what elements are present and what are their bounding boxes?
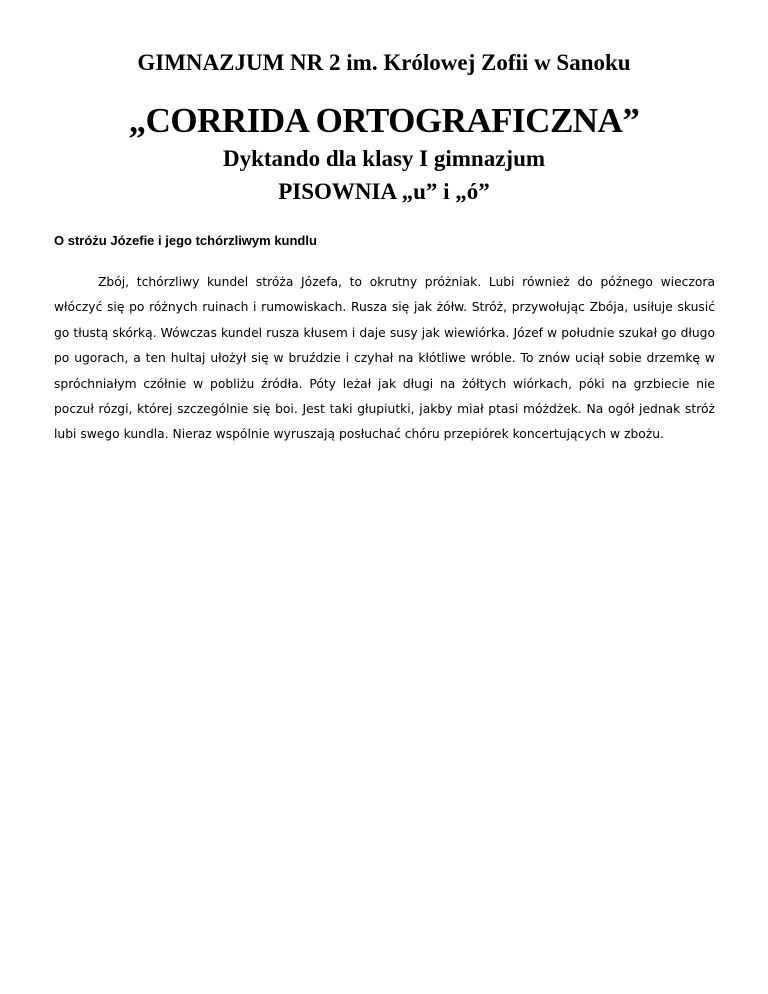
section-heading: O stróżu Józefie i jego tchórzliwym kundlu (54, 233, 317, 248)
page-title: „CORRIDA ORTOGRAFICZNA” (128, 101, 640, 140)
dictation-subtitle: Dyktando dla klasy I gimnazjum (222, 146, 546, 171)
school-name: GIMNAZJUM NR 2 im. Królowej Zofii w Sanoku (137, 50, 631, 75)
dictation-paragraph: Zbój, tchórzliwy kundel stróża Józefa, to okrutny próżniak. Lubi również do późnego wieczora włóczyć się po różnych ruinach i rumowiskach. Rusza się jak żółw. Stróż, przywołując Zbója, usiłuje skusić go tłustą skórką. Wówczas kundel rusza kłusem i daje susy jak wiewiórka. Józef w południe szukał go długo po ugorach, a ten hultaj ułożył się w bruździe i czyhał na kłótliwe wróble. To znów uciął sobie drzemkę w spróchniałym czółnie w pobliżu źródła. Póty leżał jak długi na żółtych wiórkach, póki na grzbiecie nie poczuł rózgi, której szczególnie się boi. Jest taki głupiutki, jakby miał ptasi móżdżek. Na ogół jednak stróż lubi swego kundla. Nieraz wspólnie wyruszają posłuchać chóru przepiórek koncertujących w zbożu. (54, 275, 715, 442)
spelling-topic: PISOWNIA „u” i „ó” (278, 179, 490, 204)
